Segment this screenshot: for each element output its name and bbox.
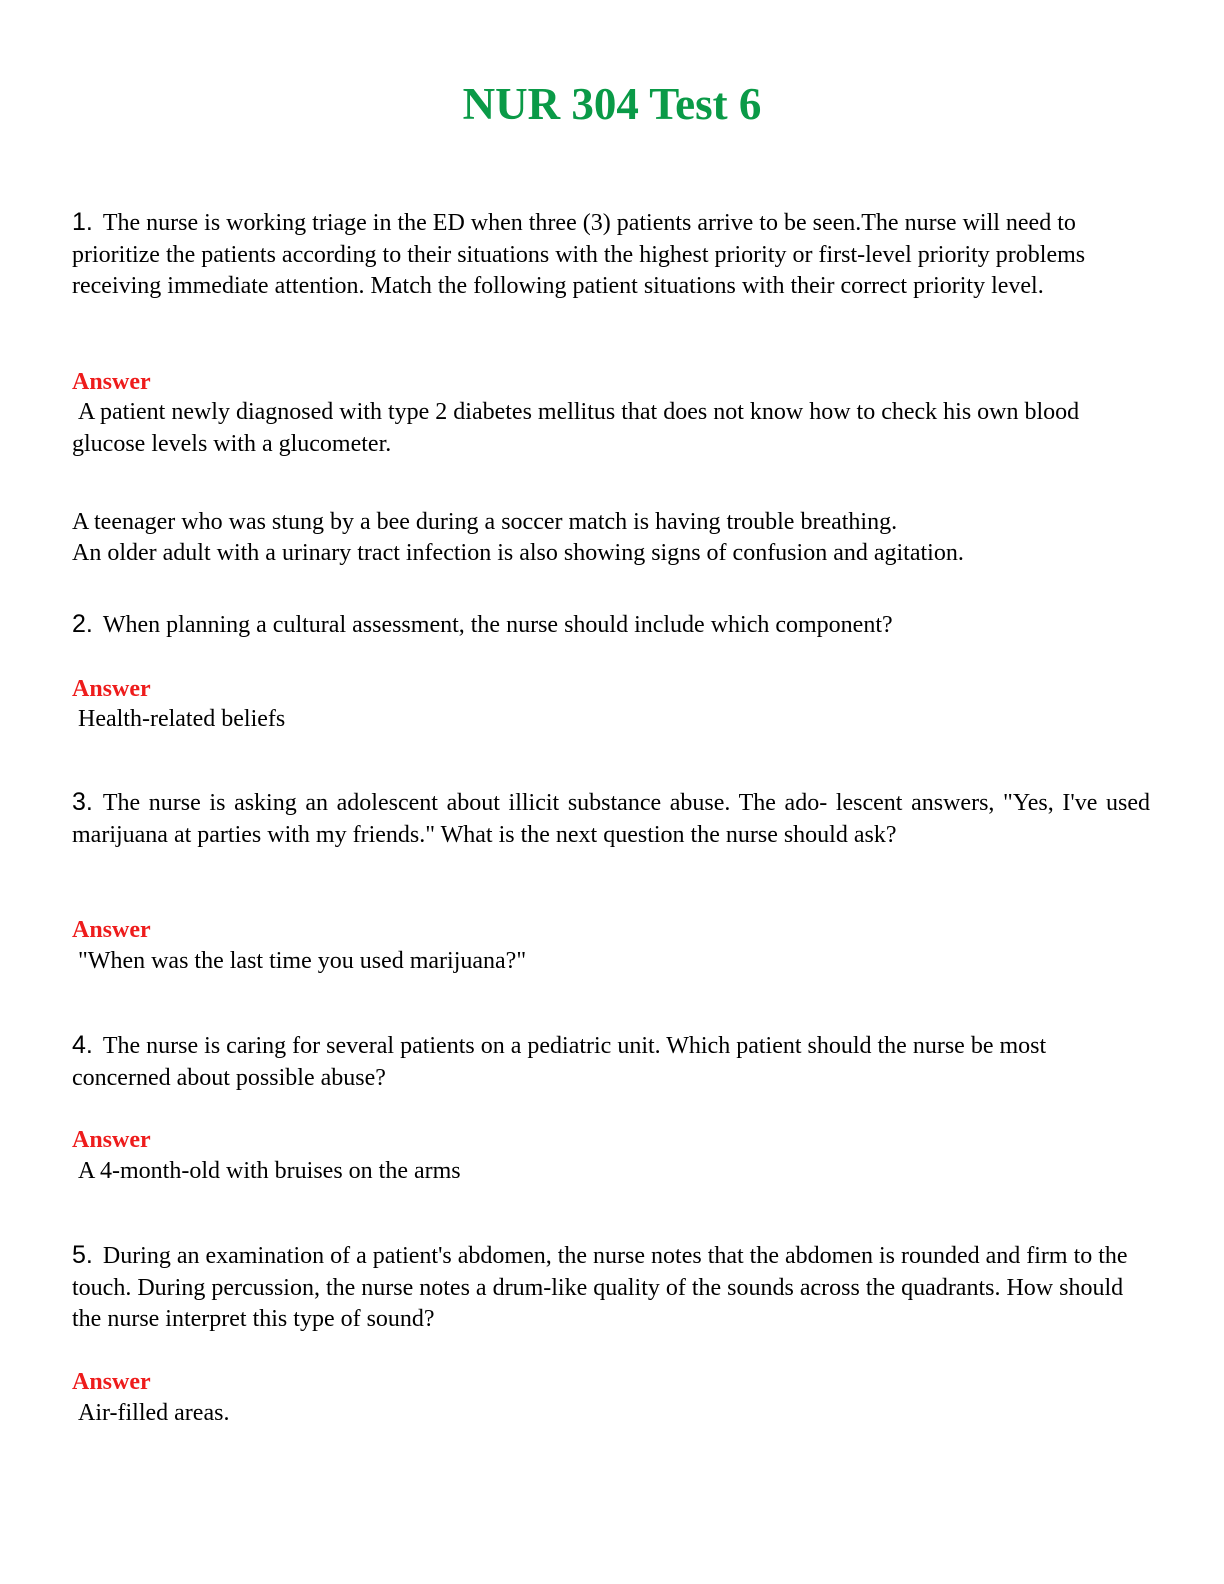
answer-text: Air-filled areas.: [72, 1400, 230, 1426]
answer-label: Answer: [72, 369, 151, 395]
question-1: [72, 207, 1150, 303]
question-text: The nurse is asking an adolescent about illicit substance abuse. The ado- lescent answers, "Yes, I've used marijuana at parties with my friends." What is the next question the nurse should ask?: [72, 790, 1150, 848]
question-number: 3.: [72, 788, 93, 816]
answer-text: A 4-month-old with bruises on the arms: [72, 1158, 461, 1184]
question-3: [72, 787, 1150, 851]
question-text: When planning a cultural assessment, the nurse should include which component?: [102, 612, 893, 638]
answer-label: Answer: [72, 917, 151, 943]
question-number: 4.: [72, 1031, 93, 1059]
question-4: [72, 1030, 1150, 1094]
question-text: The nurse is working triage in the ED when three (3) patients arrive to be seen.The nurse will need to prioritize the patients according to their situations with the highest priority or first-level priority problems receiving immediate attention. Match the following patient situations with their correct priority level.: [72, 210, 1086, 299]
answer-label: Answer: [72, 1127, 151, 1153]
question-5: [72, 1240, 1150, 1336]
answer-text: Health-related beliefs: [72, 706, 286, 732]
answer-label: Answer: [72, 1369, 151, 1395]
answer-text: "When was the last time you used marijuana?": [72, 948, 527, 974]
question-number: 2.: [72, 610, 93, 638]
question-number: 1.: [72, 208, 93, 236]
answer-text: A teenager who was stung by a bee during a soccer match is having trouble breathing.: [72, 509, 898, 535]
answer-label: Answer: [72, 676, 151, 702]
page-title: NUR 304 Test 6: [462, 79, 762, 129]
question-text: The nurse is caring for several patients on a pediatric unit. Which patient should the nurse be most concerned about possible abuse?: [72, 1033, 1047, 1091]
answer-text: An older adult with a urinary tract infection is also showing signs of confusion and agitation.: [72, 540, 964, 566]
question-2: [72, 609, 1150, 642]
question-text: During an examination of a patient's abdomen, the nurse notes that the abdomen is rounded and firm to the touch. During percussion, the nurse notes a drum-like quality of the sounds across the quadrants. How should the nurse interpret this type of sound?: [72, 1243, 1128, 1332]
question-number: 5.: [72, 1241, 93, 1269]
answer-text: A patient newly diagnosed with type 2 diabetes mellitus that does not know how to check his own blood glucose levels with a glucometer.: [72, 399, 1086, 457]
